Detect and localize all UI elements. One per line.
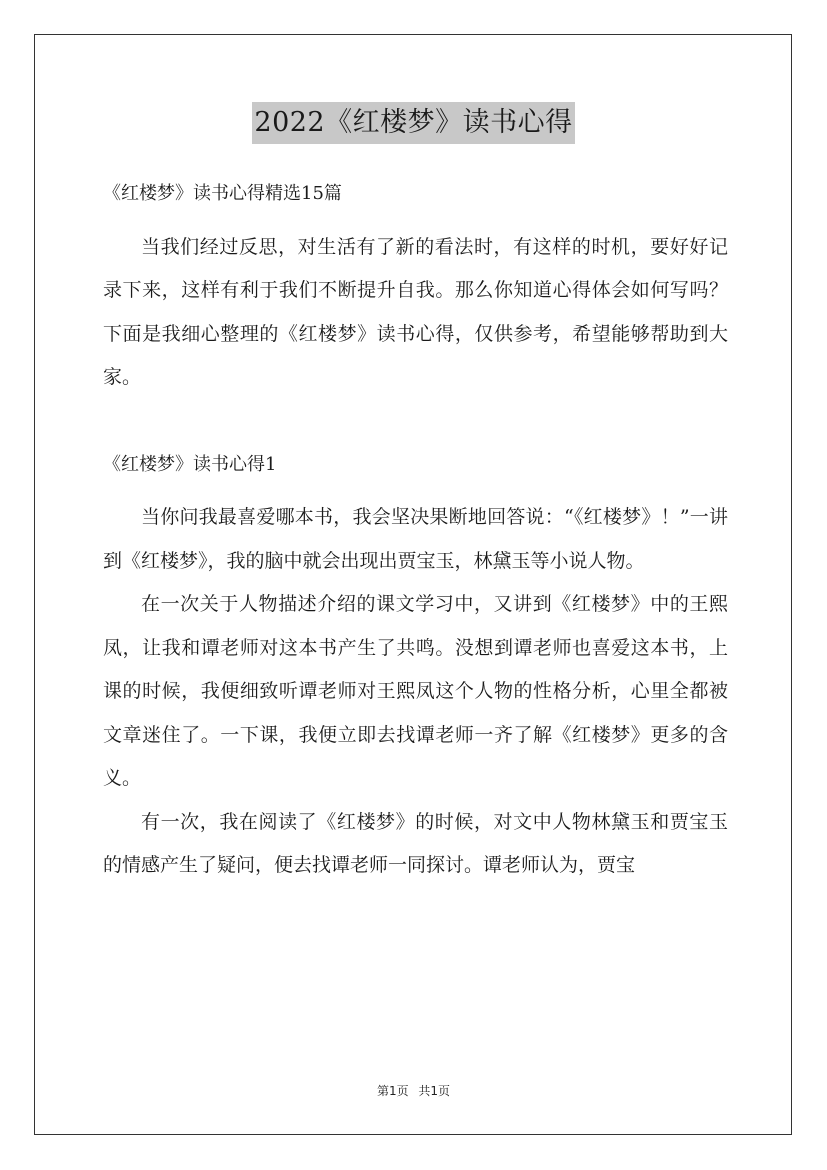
document-body <box>103 172 728 888</box>
body-paragraph: 在一次关于人物描述介绍的课文学习中，又讲到《红楼梦》中的王熙凤，让我和谭老师对这本书产生了共鸣。没想到谭老师也喜爱这本书，上课的时候，我便细致听谭老师对王熙凤这个人物的性格分析，心里全都被文章迷住了。一下课，我便立即去找谭老师一齐了解《红楼梦》更多的含义。 <box>103 593 728 789</box>
page-number: 第1页 <box>376 1084 409 1098</box>
title-wrapper <box>0 102 827 144</box>
document-subtitle: 《红楼梦》读书心得精选15篇 <box>103 183 342 204</box>
page-footer <box>0 1082 827 1099</box>
body-paragraph: 当你问我最喜爱哪本书，我会坚决果断地回答说：“《红楼梦》！”一讲到《红楼梦》，我的脑中就会出现出贾宝玉，林黛玉等小说人物。 <box>103 506 728 572</box>
section-heading: 《红楼梦》读书心得1 <box>103 453 277 475</box>
page-total: 共1页 <box>418 1084 451 1098</box>
body-paragraph: 有一次，我在阅读了《红楼梦》的时候，对文中人物林黛玉和贾宝玉的情感产生了疑问，便去找谭老师一同探讨。谭老师认为，贾宝 <box>103 810 728 876</box>
spacer <box>103 400 728 443</box>
document-title: 2022《红楼梦》读书心得 <box>252 102 574 144</box>
intro-paragraph: 当我们经过反思，对生活有了新的看法时，有这样的时机，要好好记录下来，这样有利于我们不断提升自我。那么你知道心得体会如何写吗？下面是我细心整理的《红楼梦》读书心得，仅供参考，希望能够帮助到大家。 <box>103 235 728 388</box>
